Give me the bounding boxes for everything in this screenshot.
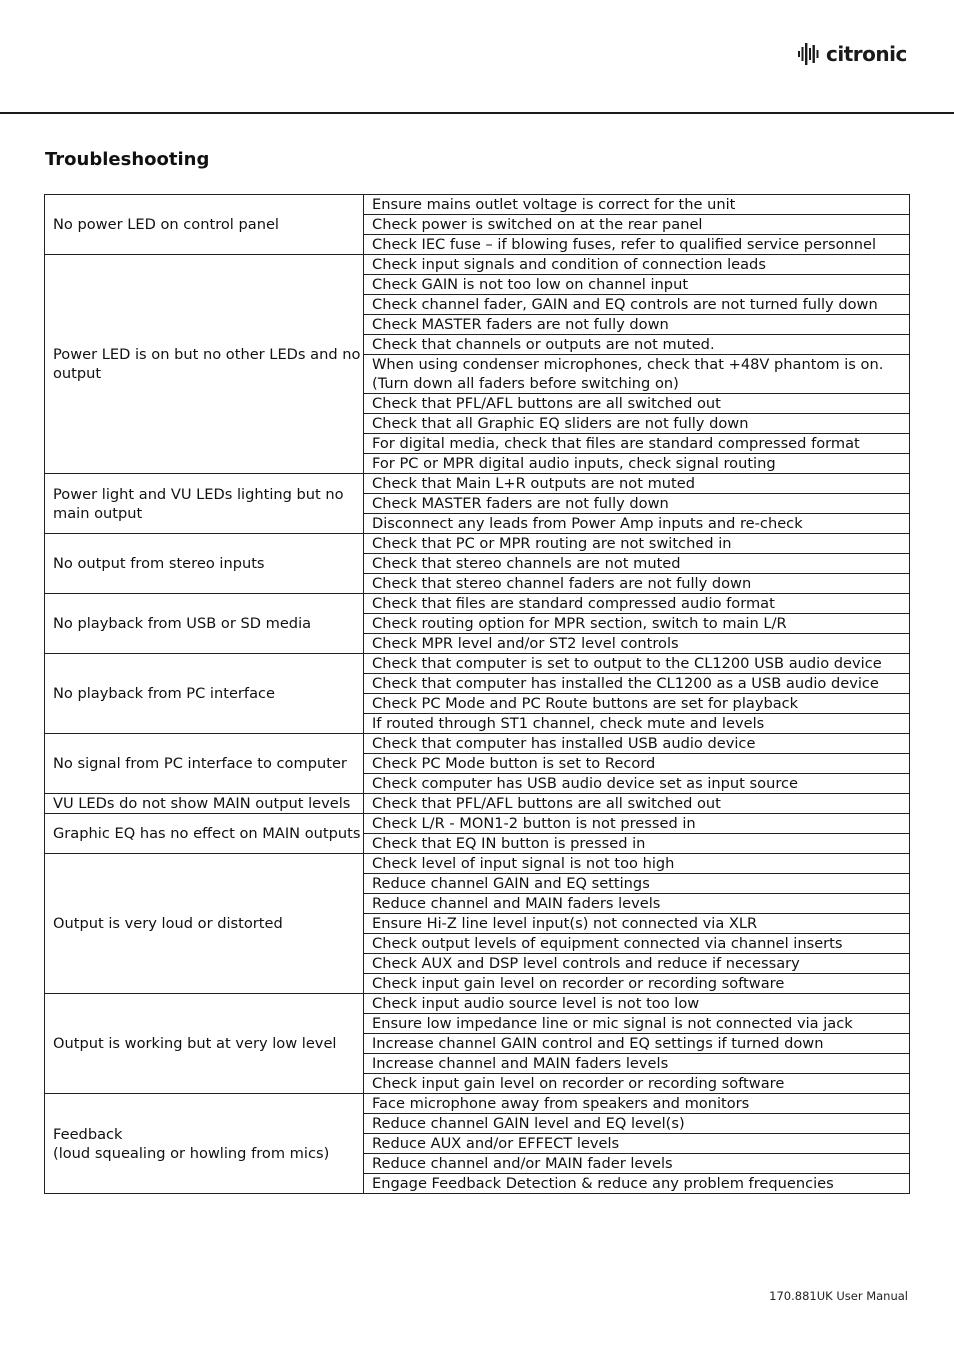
check-cell: Face microphone away from speakers and monitors xyxy=(364,1094,910,1114)
header-divider xyxy=(0,112,954,114)
check-cell: Check power is switched on at the rear panel xyxy=(364,215,910,235)
check-cell: Check that Main L+R outputs are not muted xyxy=(364,474,910,494)
check-cell: Check input gain level on recorder or recording software xyxy=(364,1074,910,1094)
check-cell: Check that computer is set to output to the CL1200 USB audio device xyxy=(364,654,910,674)
table-row xyxy=(45,654,910,674)
section-title: Troubleshooting xyxy=(45,149,210,170)
check-cell: Engage Feedback Detection & reduce any problem frequencies xyxy=(364,1174,910,1194)
check-cell: Check that PFL/AFL buttons are all switched out xyxy=(364,794,910,814)
problem-cell: No playback from PC interface xyxy=(45,654,364,734)
check-cell: Check that PFL/AFL buttons are all switched out xyxy=(364,394,910,414)
check-cell: Check MASTER faders are not fully down xyxy=(364,315,910,335)
troubleshooting-table xyxy=(44,194,910,1194)
check-cell: Reduce channel and MAIN faders levels xyxy=(364,894,910,914)
check-cell: Check routing option for MPR section, switch to main L/R xyxy=(364,614,910,634)
check-cell: Ensure mains outlet voltage is correct for the unit xyxy=(364,195,910,215)
check-cell: Check MPR level and/or ST2 level controls xyxy=(364,634,910,654)
problem-cell: Output is very loud or distorted xyxy=(45,854,364,994)
check-cell: Check that EQ IN button is pressed in xyxy=(364,834,910,854)
check-cell: Check that computer has installed the CL1200 as a USB audio device xyxy=(364,674,910,694)
check-cell: When using condenser microphones, check that +48V phantom is on. (Turn down all faders before switching on) xyxy=(364,355,910,394)
table-row xyxy=(45,814,910,834)
brand-name: citronic xyxy=(826,42,907,66)
table-row xyxy=(45,255,910,275)
problem-cell: No signal from PC interface to computer xyxy=(45,734,364,794)
check-cell: Check that stereo channels are not muted xyxy=(364,554,910,574)
problem-cell: No power LED on control panel xyxy=(45,195,364,255)
check-cell: Check GAIN is not too low on channel input xyxy=(364,275,910,295)
table-row xyxy=(45,1094,910,1114)
check-cell: Check computer has USB audio device set as input source xyxy=(364,774,910,794)
problem-cell: VU LEDs do not show MAIN output levels xyxy=(45,794,364,814)
check-cell: Reduce channel and/or MAIN fader levels xyxy=(364,1154,910,1174)
check-cell: Ensure low impedance line or mic signal is not connected via jack xyxy=(364,1014,910,1034)
check-cell: Disconnect any leads from Power Amp inputs and re-check xyxy=(364,514,910,534)
check-cell: Increase channel GAIN control and EQ settings if turned down xyxy=(364,1034,910,1054)
check-cell: Check that stereo channel faders are not fully down xyxy=(364,574,910,594)
check-cell: If routed through ST1 channel, check mute and levels xyxy=(364,714,910,734)
footer-manual-ref: 170.881UK User Manual xyxy=(769,1289,908,1303)
table-row xyxy=(45,794,910,814)
check-cell: Check AUX and DSP level controls and reduce if necessary xyxy=(364,954,910,974)
problem-cell: Output is working but at very low level xyxy=(45,994,364,1094)
check-cell: Check input signals and condition of connection leads xyxy=(364,255,910,275)
table-row xyxy=(45,534,910,554)
check-cell: Reduce channel GAIN and EQ settings xyxy=(364,874,910,894)
check-cell: Check that computer has installed USB audio device xyxy=(364,734,910,754)
check-cell: Check L/R - MON1-2 button is not pressed in xyxy=(364,814,910,834)
check-cell: Check that channels or outputs are not muted. xyxy=(364,335,910,355)
check-cell: Check level of input signal is not too high xyxy=(364,854,910,874)
check-cell: Check input audio source level is not too low xyxy=(364,994,910,1014)
check-cell: Check that files are standard compressed audio format xyxy=(364,594,910,614)
check-cell: Reduce AUX and/or EFFECT levels xyxy=(364,1134,910,1154)
problem-cell: Graphic EQ has no effect on MAIN outputs xyxy=(45,814,364,854)
problem-cell: Feedback (loud squealing or howling from mics) xyxy=(45,1094,364,1194)
check-cell: Check output levels of equipment connected via channel inserts xyxy=(364,934,910,954)
problem-cell: Power LED is on but no other LEDs and no output xyxy=(45,255,364,474)
troubleshooting-table-body xyxy=(45,195,910,1194)
table-row xyxy=(45,994,910,1014)
table-row xyxy=(45,734,910,754)
check-cell: Check IEC fuse – if blowing fuses, refer to qualified service personnel xyxy=(364,235,910,255)
check-cell: Increase channel and MAIN faders levels xyxy=(364,1054,910,1074)
citronic-soundwave-logo-icon xyxy=(797,42,823,66)
check-cell: Check PC Mode and PC Route buttons are set for playback xyxy=(364,694,910,714)
check-cell: For digital media, check that files are standard compressed format xyxy=(364,434,910,454)
check-cell: Ensure Hi-Z line level input(s) not connected via XLR xyxy=(364,914,910,934)
problem-cell: Power light and VU LEDs lighting but no main output xyxy=(45,474,364,534)
problem-cell: No output from stereo inputs xyxy=(45,534,364,594)
check-cell: Check input gain level on recorder or recording software xyxy=(364,974,910,994)
check-cell: Check that PC or MPR routing are not switched in xyxy=(364,534,910,554)
table-row xyxy=(45,195,910,215)
table-row xyxy=(45,474,910,494)
check-cell: Reduce channel GAIN level and EQ level(s) xyxy=(364,1114,910,1134)
check-cell: Check MASTER faders are not fully down xyxy=(364,494,910,514)
table-row xyxy=(45,854,910,874)
brand-logo xyxy=(797,42,907,66)
check-cell: Check PC Mode button is set to Record xyxy=(364,754,910,774)
check-cell: Check that all Graphic EQ sliders are not fully down xyxy=(364,414,910,434)
check-cell: For PC or MPR digital audio inputs, check signal routing xyxy=(364,454,910,474)
table-row xyxy=(45,594,910,614)
problem-cell: No playback from USB or SD media xyxy=(45,594,364,654)
check-cell: Check channel fader, GAIN and EQ controls are not turned fully down xyxy=(364,295,910,315)
